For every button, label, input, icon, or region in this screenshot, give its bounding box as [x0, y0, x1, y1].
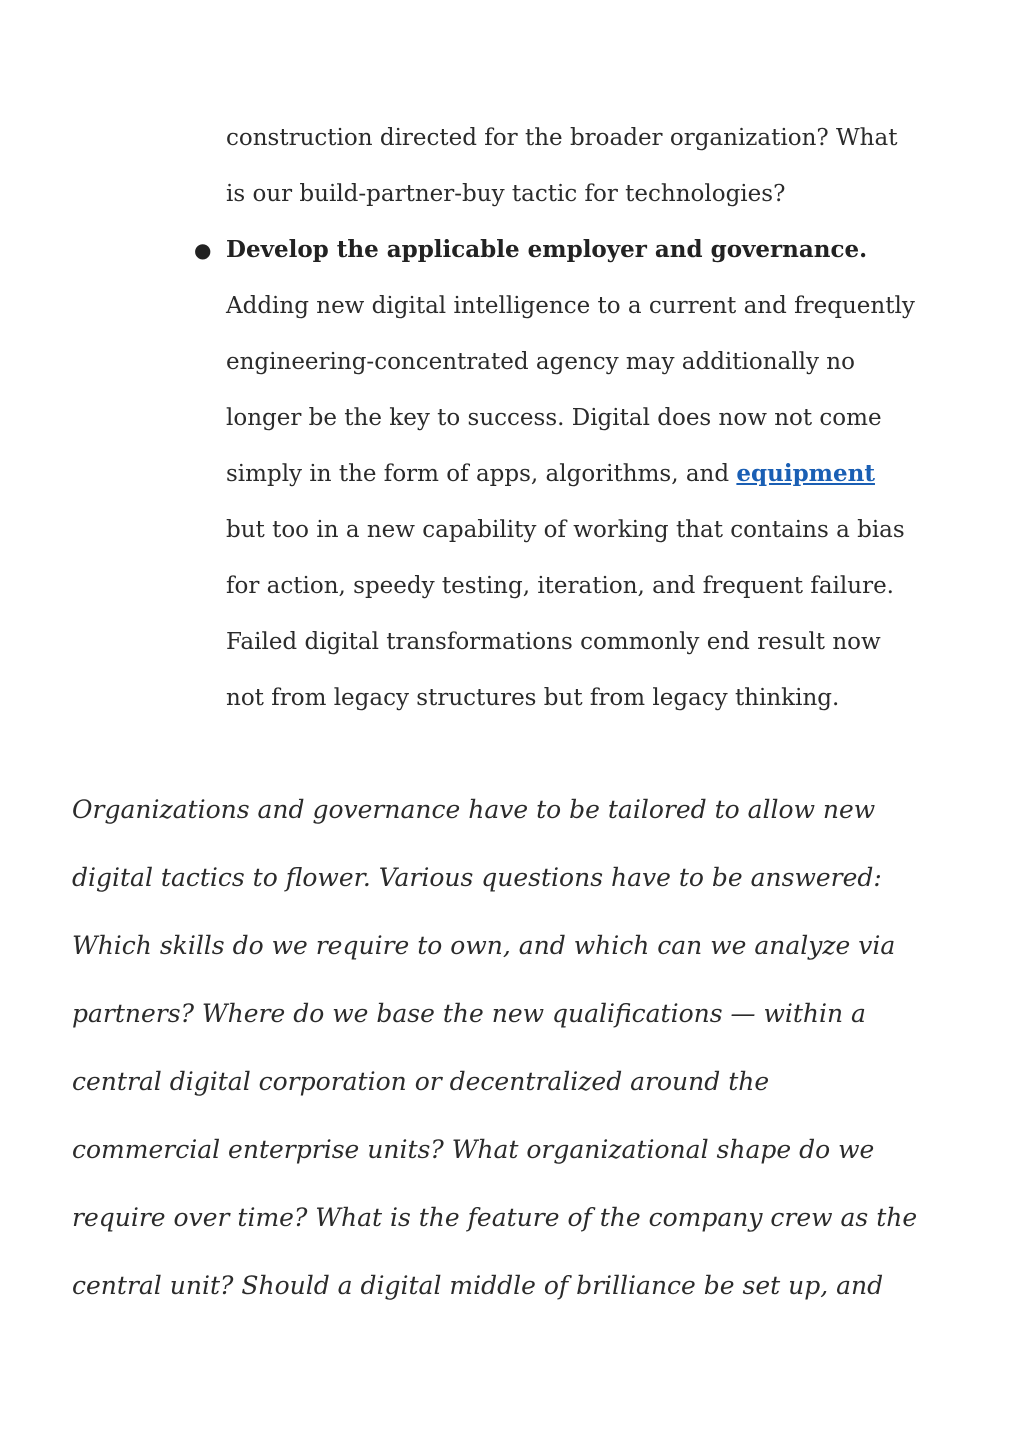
text-line: Adding new digital intelligence to a current and frequently — [226, 293, 915, 319]
text-line: partners? Where do we base the new qualifications — within a — [72, 999, 866, 1028]
link-line-prefix: simply in the form of apps, algorithms, and — [226, 461, 737, 487]
text-line: central unit? Should a digital middle of brilliance be set up, and — [72, 1271, 884, 1300]
text-line: require over time? What is the feature of the company crew as the — [72, 1203, 918, 1232]
text-line: digital tactics to flower. Various questions have to be answered: — [72, 863, 882, 892]
bullet-icon: ● — [194, 238, 212, 262]
text-line: for action, speedy testing, iteration, and frequent failure. — [226, 573, 894, 599]
text-line: longer be the key to success. Digital does now not come — [226, 405, 882, 431]
text-line: but too in a new capability of working that contains a bias — [226, 517, 905, 543]
text-line: commercial enterprise units? What organizational shape do we — [72, 1135, 875, 1164]
text-line: not from legacy structures but from legacy thinking. — [226, 685, 840, 711]
italic-paragraph — [72, 776, 972, 1320]
text-line: central digital corporation or decentralized around the — [72, 1067, 770, 1096]
text-line: Failed digital transformations commonly end result now — [226, 629, 881, 655]
text-line: engineering-concentrated agency may additionally no — [226, 349, 855, 375]
text-line: Which skills do we require to own, and which can we analyze via — [72, 931, 896, 960]
text-line: is our build-partner-buy tactic for technologies? — [226, 181, 786, 207]
list-item — [194, 222, 926, 726]
text-line: Organizations and governance have to be tailored to allow new — [72, 795, 876, 824]
text-line-with-link — [226, 446, 926, 502]
equipment-link[interactable]: equipment — [736, 460, 875, 487]
previous-bullet-continuation — [226, 110, 926, 222]
text-line: construction directed for the broader organization? What — [226, 125, 898, 151]
bullet-heading: Develop the applicable employer and governance. — [226, 236, 868, 263]
